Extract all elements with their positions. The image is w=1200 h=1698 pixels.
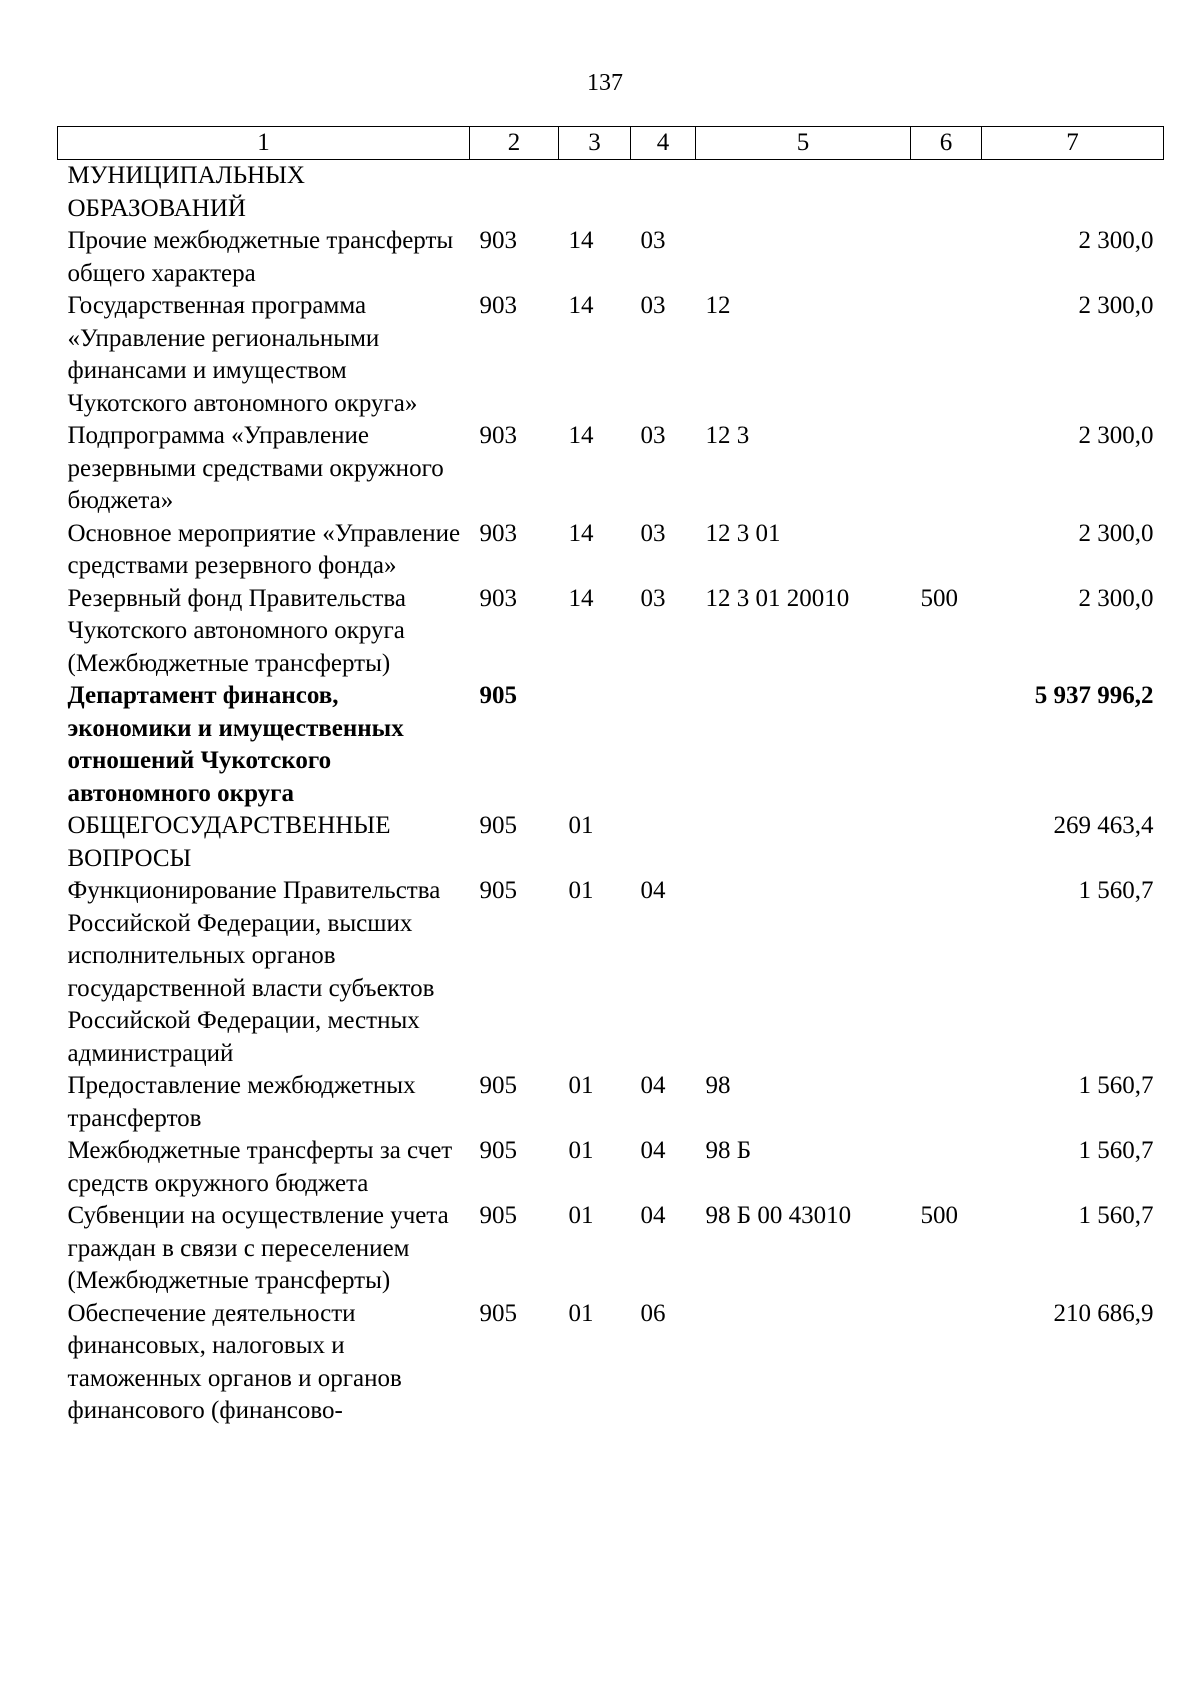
cell-admin-code: 905 [479, 1202, 517, 1229]
cell-subsection: 03 [640, 292, 666, 319]
cell-target-article [696, 225, 911, 290]
header-col-5: 5 [696, 127, 911, 160]
table-row [58, 290, 1164, 420]
cell-section [559, 160, 631, 226]
cell-expense-type [911, 1298, 982, 1428]
cell-amount: 210 686,9 [1053, 1299, 1154, 1327]
cell-section: 01 [568, 812, 594, 839]
header-col-3: 3 [559, 127, 631, 160]
cell-target-article: 98 Б 00 43010 [705, 1202, 852, 1229]
cell-expense-type [911, 420, 982, 518]
cell-amount: 1 560,7 [1078, 877, 1154, 904]
cell-amount: 269 463,4 [1053, 812, 1154, 839]
cell-section: 01 [568, 1202, 594, 1229]
cell-section: 01 [568, 1137, 594, 1164]
cell-name: Государственная программа «Управление региональными финансами и имуществом Чукотского автономного округа» [67, 292, 418, 417]
cell-name: Подпрограмма «Управление резервными средствами окружного бюджета» [67, 422, 444, 514]
cell-name: Резервный фонд Правительства Чукотского автономного округа (Межбюджетные трансферты) [67, 584, 406, 677]
cell-name: Обеспечение деятельности финансовых, налоговых и таможенных органов и органов финансового (финансово- [67, 1299, 402, 1424]
cell-target-article: 98 Б [705, 1137, 752, 1164]
cell-expense-type [911, 225, 982, 290]
cell-section [559, 680, 631, 810]
table-row [58, 518, 1164, 583]
cell-expense-type [911, 518, 982, 583]
cell-subsection: 04 [640, 1072, 666, 1099]
cell-name: Предоставление межбюджетных трансфертов [67, 1072, 416, 1132]
cell-subsection: 03 [640, 519, 666, 547]
cell-amount: 1 560,7 [1078, 1202, 1154, 1229]
cell-subsection: 04 [640, 1137, 666, 1164]
header-col-2: 2 [470, 127, 559, 160]
cell-amount: 2 300,0 [1078, 227, 1154, 254]
table-row [58, 680, 1164, 810]
cell-name: Субвенции на осуществление учета граждан в связи с переселением (Межбюджетные трансферты) [67, 1202, 449, 1294]
cell-expense-type [911, 290, 982, 420]
page-number: 137 [587, 70, 623, 96]
cell-section: 14 [568, 519, 594, 547]
cell-amount: 1 560,7 [1078, 1072, 1154, 1099]
cell-admin-code: 903 [479, 422, 517, 449]
cell-admin-code: 905 [479, 1072, 517, 1099]
cell-admin-code: 905 [479, 682, 517, 709]
cell-expense-type [911, 875, 982, 1070]
cell-section: 14 [568, 292, 594, 319]
cell-amount: 1 560,7 [1078, 1137, 1154, 1164]
cell-target-article: 12 3 01 20010 [705, 584, 850, 612]
cell-target-article [696, 875, 911, 1070]
budget-table [57, 126, 1164, 1428]
cell-name: Функционирование Правительства Российской Федерации, высших исполнительных органов государственной власти субъектов Российской Федерации, местных администраций [67, 877, 441, 1067]
table-row [58, 875, 1164, 1070]
cell-expense-type: 500 [920, 584, 958, 612]
cell-subsection: 03 [640, 584, 666, 612]
cell-expense-type [911, 810, 982, 875]
table-body [58, 160, 1164, 1428]
table-row [58, 225, 1164, 290]
header-col-6: 6 [911, 127, 982, 160]
cell-admin-code: 905 [479, 1137, 517, 1164]
cell-admin-code: 905 [479, 877, 517, 904]
cell-section: 14 [568, 422, 594, 449]
cell-amount [982, 160, 1164, 226]
cell-name: Департамент финансов, экономики и имущественных отношений Чукотского автономного округа [67, 682, 404, 807]
cell-target-article [696, 680, 911, 810]
cell-expense-type [911, 680, 982, 810]
cell-admin-code: 903 [479, 584, 517, 612]
cell-amount: 2 300,0 [1078, 519, 1154, 547]
cell-expense-type: 500 [920, 1202, 958, 1229]
cell-name: Основное мероприятие «Управление средствами резервного фонда» [67, 519, 461, 579]
cell-target-article: 12 3 [705, 422, 750, 449]
cell-subsection: 06 [640, 1299, 666, 1327]
cell-target-article: 12 3 01 [705, 519, 781, 547]
table-row [58, 583, 1164, 681]
cell-expense-type [911, 1070, 982, 1135]
cell-admin-code: 903 [479, 227, 517, 254]
cell-target-article [696, 810, 911, 875]
cell-amount: 2 300,0 [1078, 584, 1154, 612]
cell-section: 01 [568, 877, 594, 904]
cell-name: ОБЩЕГОСУДАРСТВЕННЫЕ ВОПРОСЫ [67, 812, 391, 872]
cell-subsection: 04 [640, 877, 666, 904]
cell-admin-code: 905 [479, 1299, 517, 1327]
cell-admin-code [470, 160, 559, 226]
table-row [58, 810, 1164, 875]
cell-section: 01 [568, 1072, 594, 1099]
table-row [58, 160, 1164, 226]
table-row [58, 420, 1164, 518]
header-col-1: 1 [58, 127, 470, 160]
header-col-7: 7 [982, 127, 1164, 160]
table-row [58, 1070, 1164, 1135]
cell-subsection: 03 [640, 227, 666, 254]
table-row [58, 1135, 1164, 1200]
cell-admin-code: 903 [479, 519, 517, 547]
cell-target-article [696, 1298, 911, 1428]
cell-subsection: 03 [640, 422, 666, 449]
cell-expense-type [911, 160, 982, 226]
cell-amount: 2 300,0 [1078, 422, 1154, 449]
cell-target-article [696, 160, 911, 226]
header-col-4: 4 [631, 127, 696, 160]
cell-subsection [631, 680, 696, 810]
cell-subsection: 04 [640, 1202, 666, 1229]
cell-target-article: 12 [705, 292, 731, 319]
cell-amount: 5 937 996,2 [1034, 682, 1154, 709]
cell-name: Межбюджетные трансферты за счет средств окружного бюджета [67, 1137, 453, 1197]
cell-section: 14 [568, 584, 594, 612]
cell-name: Прочие межбюджетные трансферты общего характера [67, 227, 454, 287]
cell-expense-type [911, 1135, 982, 1200]
table-row [58, 1298, 1164, 1428]
cell-subsection [631, 810, 696, 875]
table-header [58, 127, 1164, 160]
cell-admin-code: 905 [479, 812, 517, 839]
cell-target-article: 98 [705, 1072, 731, 1099]
cell-name: МУНИЦИПАЛЬНЫХ ОБРАЗОВАНИЙ [67, 162, 305, 222]
cell-section: 14 [568, 227, 594, 254]
cell-subsection [631, 160, 696, 226]
cell-amount: 2 300,0 [1078, 292, 1154, 319]
table-header-row [58, 127, 1164, 160]
cell-section: 01 [568, 1299, 594, 1327]
cell-admin-code: 903 [479, 292, 517, 319]
table-row [58, 1200, 1164, 1298]
